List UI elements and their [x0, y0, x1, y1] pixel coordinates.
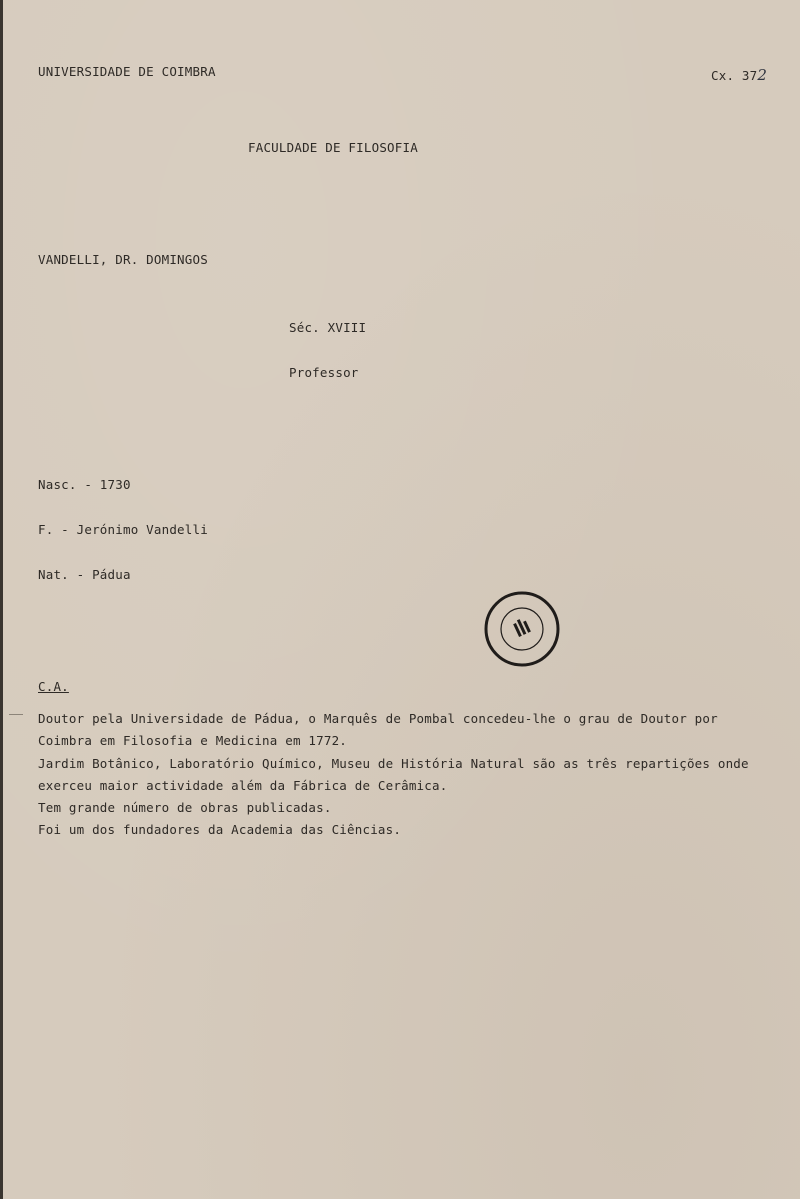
century: Séc. XVIII — [289, 320, 367, 335]
archive-record-page — [3, 0, 800, 1199]
person-name: VANDELLI, DR. DOMINGOS — [38, 252, 208, 267]
institution-name: UNIVERSIDADE DE COIMBRA — [38, 64, 216, 79]
notes-line: Coimbra em Filosofia e Medicina em 1772. — [38, 733, 348, 748]
box-number — [711, 66, 767, 84]
notes-line: Foi um dos fundadores da Academia das Ciências. — [38, 822, 402, 837]
box-label: Cx. 37 — [711, 68, 758, 83]
notes-heading: C.A. — [38, 679, 69, 694]
notes-line: Jardim Botânico, Laboratório Químico, Museu de História Natural são as três repartições onde — [38, 756, 749, 771]
stamp-monogram — [513, 619, 531, 637]
notes-line: Doutor pela Universidade de Pádua, o Marquês de Pombal concedeu-lhe o grau de Doutor por — [38, 711, 718, 726]
notes-line: Tem grande número de obras publicadas. — [38, 800, 332, 815]
faculty-title: FACULDADE DE FILOSOFIA — [248, 140, 418, 155]
birth-year: Nasc. - 1730 — [38, 477, 131, 492]
role: Professor — [289, 365, 359, 380]
archive-stamp — [483, 590, 561, 668]
father-name: F. - Jerónimo Vandelli — [38, 522, 208, 537]
birthplace: Nat. - Pádua — [38, 567, 131, 582]
notes-line: exerceu maior actividade além da Fábrica de Cerâmica. — [38, 778, 448, 793]
box-handwritten-digit: 2 — [757, 66, 768, 84]
margin-mark — [9, 714, 23, 715]
